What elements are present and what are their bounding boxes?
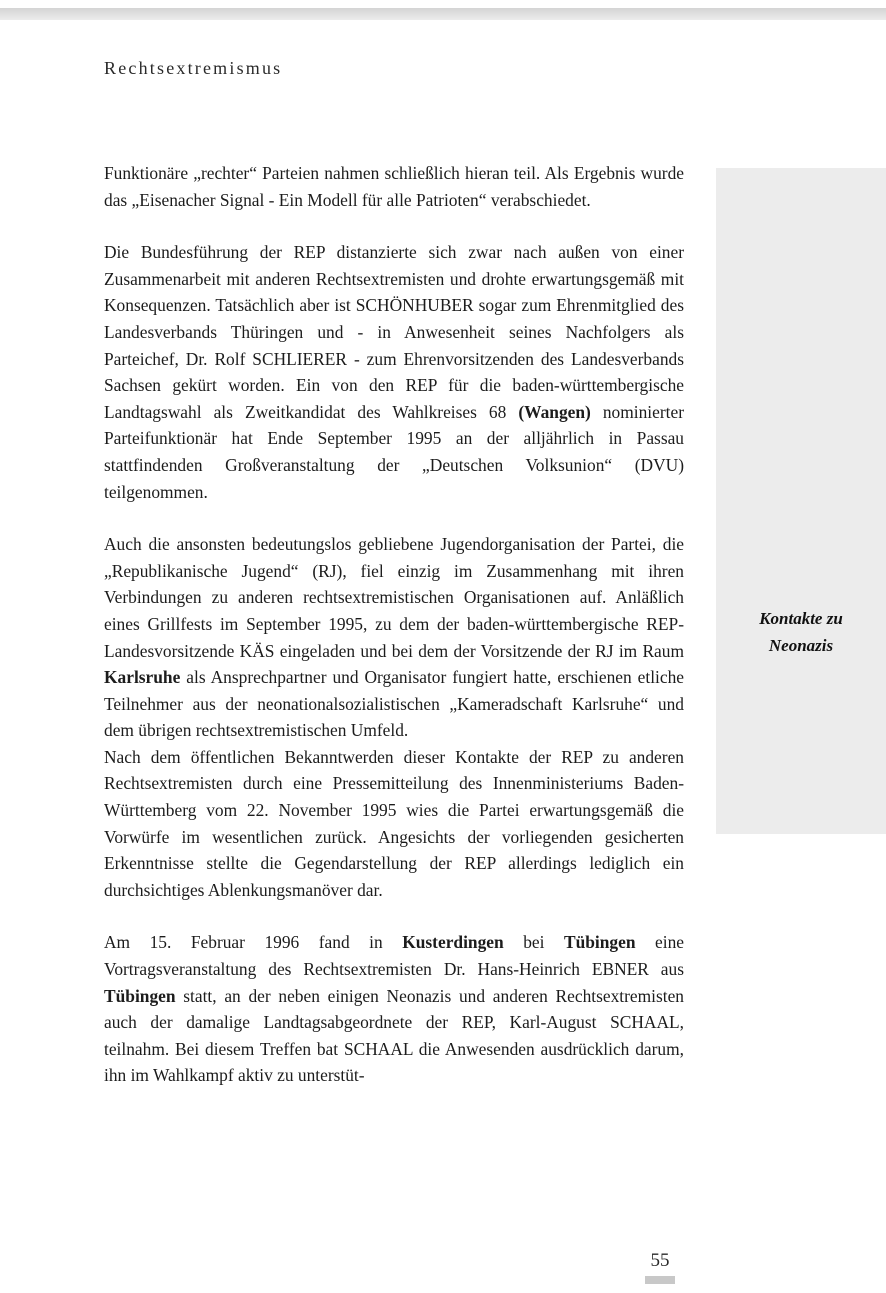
text-run: Auch die ansonsten bedeutungslos gebliebene Jugendorganisation der Partei, die „Republikanische Jugend“ (RJ), fiel einzig im Zusammenhang mit ihren Verbindungen zu anderen rechtsextremistischen Organisationen auf. Anläßlich eines Grillfests im September 1995, zu dem der baden-württembergische REP-Landesvorsitzende KÄS eingeladen und bei dem der Vorsitzende der RJ im Raum — [104, 534, 684, 661]
body-text — [104, 160, 684, 1089]
place-name: Tübingen — [563, 932, 636, 953]
place-name: Karlsruhe — [104, 667, 181, 688]
page-mark — [645, 1276, 675, 1284]
text-run: Die Bundesführung der REP distanzierte sich zwar nach außen von einer Zusammenarbeit mit anderen Rechtsextremisten und drohte erwartungsgemäß mit Konsequenzen. Tatsächlich aber ist SCHÖNHUBER sogar zum Ehrenmitglied des Landesverbands Thüringen und - in Anwesenheit seines Nachfolgers als Parteichef, Dr. Rolf SCHLIERER - zum Ehrenvorsitzenden des Landesverbands Sachsen gekürt worden. Ein von den REP für die baden-württembergische Landtagswahl als Zweitkandidat des Wahlkreises 68 — [104, 242, 684, 422]
text-run: eine Vortragsveranstaltung des Rechtsextremisten Dr. Hans-Heinrich EBNER aus — [104, 932, 684, 980]
text-run: Am 15. Februar 1996 fand in — [104, 932, 403, 953]
running-title: Rechtsextremismus — [104, 58, 283, 78]
paragraph — [104, 531, 684, 744]
place-name: Tübingen — [104, 985, 176, 1006]
paragraph — [104, 239, 684, 505]
text-run: nominierter Parteifunktionär hat Ende September 1995 an der alljährlich in Passau stattfindenden Großveranstaltung der „Deutschen Volksunion“ (DVU) teilgenommen. — [104, 401, 684, 502]
paragraph: Funktionäre „rechter“ Parteien nahmen schließlich hieran teil. Als Ergebnis wurde das „Eisenacher Signal - Ein Modell für alle Patrioten“ verabschiedet. — [104, 163, 684, 210]
margin-note-line: Kontakte zu — [759, 609, 843, 628]
margin-note — [716, 605, 886, 659]
top-rule — [0, 8, 886, 20]
paragraph: Nach dem öffentlichen Bekanntwerden dieser Kontakte der REP zu anderen Rechtsextremisten durch eine Pressemitteilung des Innenministeriums Baden-Württemberg vom 22. November 1995 wies die Partei erwartungsgemäß die Vorwürfe im wesentlichen zurück. Angesichts der vorliegenden gesicherten Erkenntnisse stellte die Gegendarstellung der REP allerdings lediglich ein durchsichtiges Ablenkungsmanöver dar. — [104, 746, 684, 900]
place-name: (Wangen) — [518, 401, 591, 422]
text-run: bei — [503, 932, 564, 953]
paragraph — [104, 929, 684, 1089]
place-name: Kusterdingen — [402, 932, 504, 953]
text-run: als Ansprechpartner und Organisator fungiert hatte, erschienen etliche Teilnehmer aus der neonationalsozialistischen „Kameradschaft Karlsruhe“ und dem übrigen rechtsextremistischen Umfeld. — [104, 667, 684, 741]
page-number: 55 — [650, 1250, 670, 1271]
margin-note-line: Neonazis — [768, 636, 834, 655]
text-run: statt, an der neben einigen Neonazis und anderen Rechtsextremisten auch der damalige Landtagsabgeordnete der REP, Karl-August SCHAAL, teilnahm. Bei diesem Treffen bat SCHAAL die Anwesenden ausdrücklich darum, ihn im Wahlkampf aktiv zu unterstüt- — [104, 985, 684, 1086]
margin-panel — [716, 168, 886, 834]
